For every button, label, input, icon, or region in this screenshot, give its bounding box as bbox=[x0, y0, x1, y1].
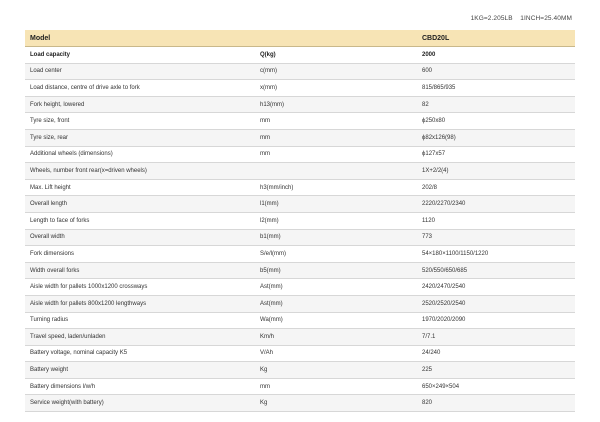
row-value: 820 bbox=[417, 395, 575, 412]
row-label: Turning radius bbox=[25, 312, 255, 329]
row-label: Tyre size, front bbox=[25, 113, 255, 130]
row-unit: l2(mm) bbox=[255, 212, 417, 229]
row-unit: h13(mm) bbox=[255, 96, 417, 113]
table-row bbox=[25, 312, 575, 329]
row-value: 202/8 bbox=[417, 179, 575, 196]
header-row bbox=[25, 30, 575, 47]
table-row bbox=[25, 295, 575, 312]
row-value: 520/550/650/685 bbox=[417, 262, 575, 279]
table-row bbox=[25, 345, 575, 362]
table-row bbox=[25, 113, 575, 130]
table-row bbox=[25, 47, 575, 64]
table-row bbox=[25, 246, 575, 263]
row-value: 2220/2270/2340 bbox=[417, 196, 575, 213]
row-unit: Ast(mm) bbox=[255, 279, 417, 296]
row-value: 7/7.1 bbox=[417, 329, 575, 346]
table-row bbox=[25, 395, 575, 412]
table-row bbox=[25, 229, 575, 246]
row-label: Fork height, lowered bbox=[25, 96, 255, 113]
row-value: ϕ250x80 bbox=[417, 113, 575, 130]
row-label: Battery dimensions l/w/h bbox=[25, 378, 255, 395]
row-unit: mm bbox=[255, 113, 417, 130]
row-label: Width overall forks bbox=[25, 262, 255, 279]
row-unit: Kg bbox=[255, 362, 417, 379]
table-row bbox=[25, 196, 575, 213]
row-label: Load distance, centre of drive axle to fork bbox=[25, 80, 255, 97]
row-value: 82 bbox=[417, 96, 575, 113]
row-unit: mm bbox=[255, 146, 417, 163]
table-row bbox=[25, 378, 575, 395]
table-row bbox=[25, 262, 575, 279]
table-row bbox=[25, 279, 575, 296]
row-label: Additional wheels (dimensions) bbox=[25, 146, 255, 163]
row-value: ϕ82x126(98) bbox=[417, 129, 575, 146]
row-unit: l1(mm) bbox=[255, 196, 417, 213]
row-unit bbox=[255, 163, 417, 180]
header-model-value: CBD20L bbox=[417, 30, 575, 47]
row-label: Overall length bbox=[25, 196, 255, 213]
row-value: 815/865/935 bbox=[417, 80, 575, 97]
row-unit: x(mm) bbox=[255, 80, 417, 97]
row-unit: Q(kg) bbox=[255, 47, 417, 64]
row-label: Battery weight bbox=[25, 362, 255, 379]
table-row bbox=[25, 179, 575, 196]
row-unit: Kg bbox=[255, 395, 417, 412]
row-label: Wheels, number front rear(x=driven wheels) bbox=[25, 163, 255, 180]
table-row bbox=[25, 96, 575, 113]
row-value: 600 bbox=[417, 63, 575, 80]
row-label: Load capacity bbox=[25, 47, 255, 64]
row-unit: c(mm) bbox=[255, 63, 417, 80]
row-label: Max. Lift height bbox=[25, 179, 255, 196]
header-label: Model bbox=[25, 30, 255, 47]
row-label: Aisle width for pallets 800x1200 lengthways bbox=[25, 295, 255, 312]
row-label: Travel speed, laden/unladen bbox=[25, 329, 255, 346]
table-row bbox=[25, 63, 575, 80]
row-unit: Km/h bbox=[255, 329, 417, 346]
row-unit: V/Ah bbox=[255, 345, 417, 362]
row-label: Length to face of forks bbox=[25, 212, 255, 229]
row-label: Aisle width for pallets 1000x1200 crossways bbox=[25, 279, 255, 296]
row-value: 2000 bbox=[417, 47, 575, 64]
row-value: 1970/2020/2090 bbox=[417, 312, 575, 329]
row-label: Load center bbox=[25, 63, 255, 80]
row-value: 1120 bbox=[417, 212, 575, 229]
row-value: 650×249×504 bbox=[417, 378, 575, 395]
row-value: 1X+2/2(4) bbox=[417, 163, 575, 180]
row-label: Overall width bbox=[25, 229, 255, 246]
row-value: 2420/2470/2540 bbox=[417, 279, 575, 296]
row-value: 773 bbox=[417, 229, 575, 246]
row-label: Tyre size, rear bbox=[25, 129, 255, 146]
row-unit: mm bbox=[255, 378, 417, 395]
units-conversion-note: 1KG=2.205LB 1INCH=25.40MM bbox=[470, 15, 572, 22]
row-unit: b1(mm) bbox=[255, 229, 417, 246]
header-unit bbox=[255, 30, 417, 47]
spec-table bbox=[25, 30, 575, 412]
row-unit: Ast(mm) bbox=[255, 295, 417, 312]
spec-table-body bbox=[25, 30, 575, 412]
row-value: 54×180×1100/1150/1220 bbox=[417, 246, 575, 263]
row-value: ϕ127x57 bbox=[417, 146, 575, 163]
table-row bbox=[25, 163, 575, 180]
row-unit: h3(mm/inch) bbox=[255, 179, 417, 196]
row-unit: Wa(mm) bbox=[255, 312, 417, 329]
table-row bbox=[25, 129, 575, 146]
table-row bbox=[25, 146, 575, 163]
row-value: 2520/2520/2540 bbox=[417, 295, 575, 312]
row-label: Fork dimensions bbox=[25, 246, 255, 263]
row-unit: S/e/l(mm) bbox=[255, 246, 417, 263]
table-row bbox=[25, 80, 575, 97]
row-unit: mm bbox=[255, 129, 417, 146]
table-row bbox=[25, 329, 575, 346]
row-label: Service weight(with battery) bbox=[25, 395, 255, 412]
table-row bbox=[25, 362, 575, 379]
row-value: 225 bbox=[417, 362, 575, 379]
row-label: Battery voltage, nominal capacity K5 bbox=[25, 345, 255, 362]
row-unit: b5(mm) bbox=[255, 262, 417, 279]
row-value: 24/240 bbox=[417, 345, 575, 362]
table-row bbox=[25, 212, 575, 229]
